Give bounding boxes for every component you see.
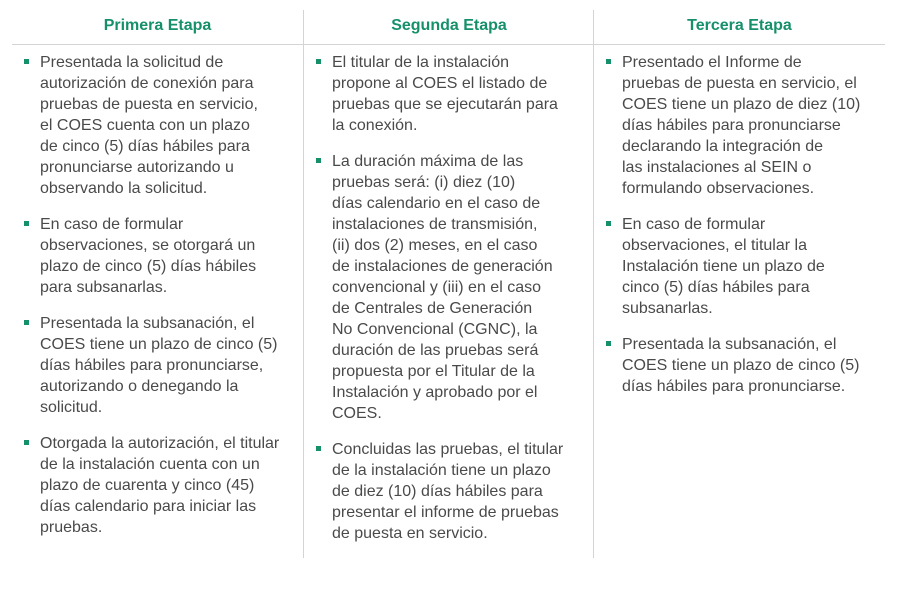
list-item	[604, 334, 864, 397]
list-item	[314, 151, 576, 424]
item-text: Otorgada la autorización, el titular de la instalación cuenta con un plazo de cuarenta y cinco (45) días calendario para iniciar las pruebas.	[40, 435, 280, 536]
bullet-icon	[606, 59, 611, 64]
item-list	[314, 52, 576, 559]
list-item	[604, 214, 864, 319]
item-list	[604, 52, 864, 412]
bullet-icon	[316, 158, 321, 163]
stages-table	[12, 10, 884, 558]
bullet-icon	[606, 221, 611, 226]
list-item	[314, 439, 576, 544]
item-text: El titular de la instalación propone al COES el listado de pruebas que se ejecutarán para la conexión.	[332, 54, 558, 134]
item-text: Concluidas las pruebas, el titular de la instalación tiene un plazo de diez (10) días hábiles para presentar el informe de pruebas de puesta en servicio.	[332, 441, 564, 542]
column-primera-etapa	[12, 10, 303, 558]
item-list	[22, 52, 296, 553]
list-item	[22, 214, 296, 298]
item-text: La duración máxima de las pruebas será: (i) diez (10) días calendario en el caso de instalaciones de transmisión, (ii) dos (2) meses, en el caso de instalaciones de generación convencional y (iii) en el caso de Centrales de Generación No Convencional (CGNC), la duración de las pruebas será propuesta por el Titular de la Instalación y aprobado por el COES.	[332, 153, 553, 422]
column-tercera-etapa	[593, 10, 885, 558]
list-item	[314, 52, 576, 136]
bullet-icon	[316, 59, 321, 64]
column-header: Primera Etapa	[12, 10, 303, 45]
list-item	[22, 52, 296, 199]
list-item	[22, 313, 296, 418]
bullet-icon	[606, 341, 611, 346]
column-header: Segunda Etapa	[304, 10, 594, 45]
item-text: Presentada la subsanación, el COES tiene un plazo de cinco (5) días hábiles para pronunciarse, autorizando o denegando la solicitud.	[40, 315, 278, 416]
column-header: Tercera Etapa	[594, 10, 885, 45]
bullet-icon	[24, 320, 29, 325]
list-item	[604, 52, 864, 199]
bullet-icon	[24, 221, 29, 226]
item-text: En caso de formular observaciones, se otorgará un plazo de cinco (5) días hábiles para subsanarlas.	[40, 216, 257, 296]
bullet-icon	[316, 446, 321, 451]
list-item	[22, 433, 296, 538]
item-text: En caso de formular observaciones, el titular la Instalación tiene un plazo de cinco (5) días hábiles para subsanarlas.	[622, 216, 825, 317]
bullet-icon	[24, 440, 29, 445]
bullet-icon	[24, 59, 29, 64]
item-text: Presentada la solicitud de autorización de conexión para pruebas de puesta en servicio, el COES cuenta con un plazo de cinco (5) días hábiles para pronunciarse autorizando u observando la solicitud.	[40, 54, 258, 197]
item-text: Presentada la subsanación, el COES tiene un plazo de cinco (5) días hábiles para pronunciarse.	[622, 336, 860, 395]
column-segunda-etapa	[303, 10, 594, 558]
item-text: Presentado el Informe de pruebas de puesta en servicio, el COES tiene un plazo de diez (10) días hábiles para pronunciarse declarando la integración de las instalaciones al SEIN o formulando observaciones.	[622, 54, 861, 197]
